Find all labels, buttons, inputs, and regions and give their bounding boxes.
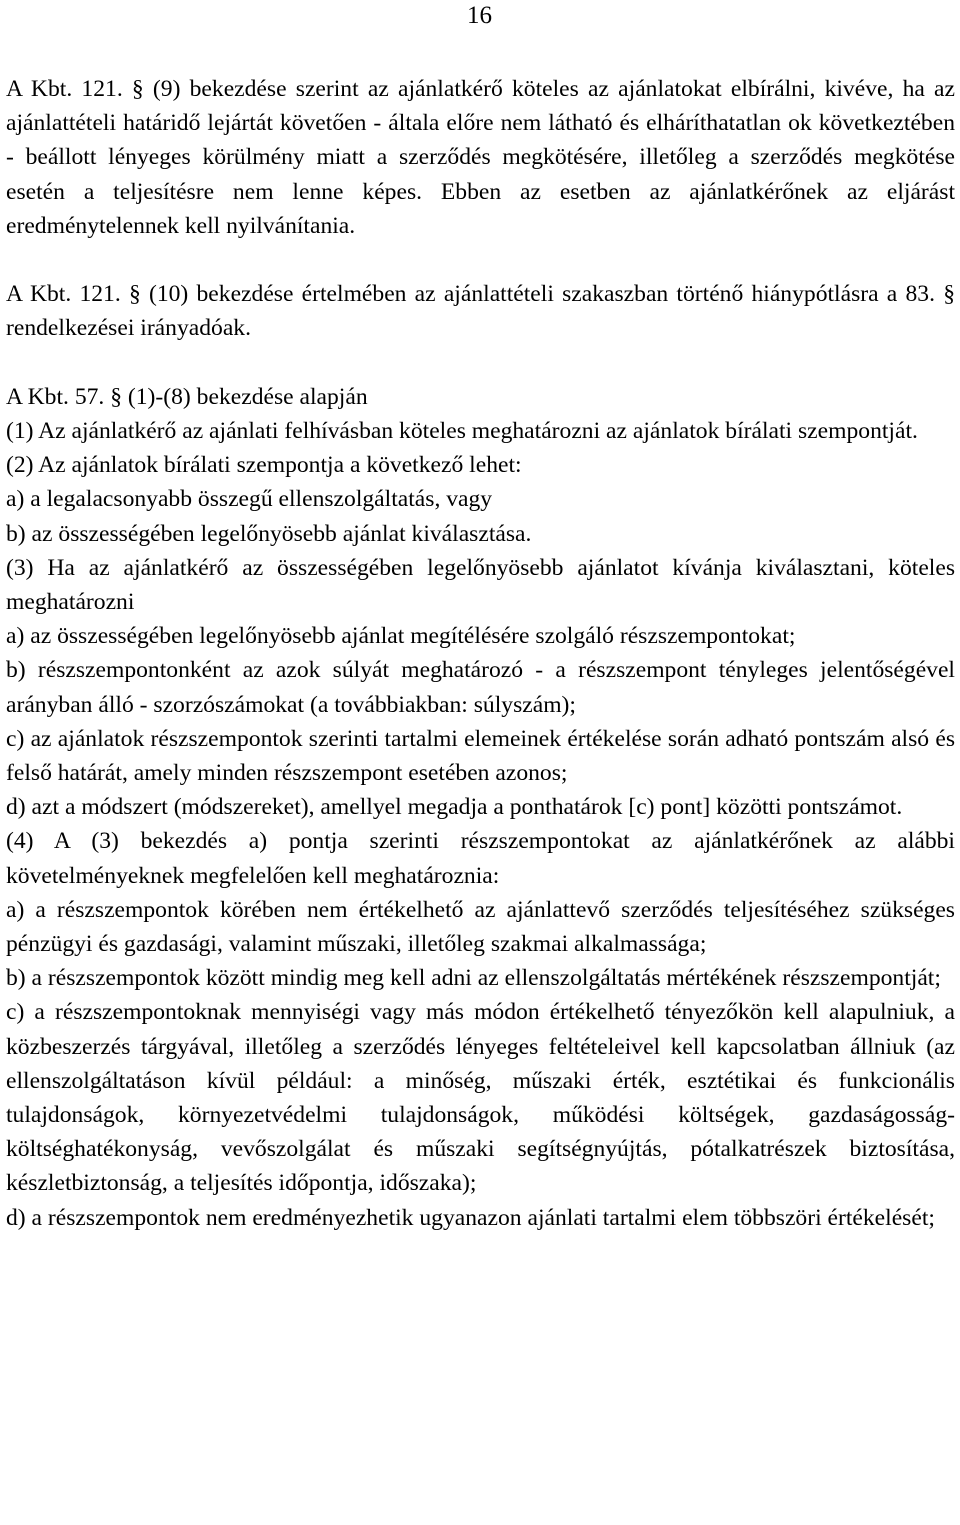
paragraph-57-4: (4) A (3) bekezdés a) pontja szerinti részszempontokat az ajánlatkérőnek az alábbi követelményeknek megfelelően kell meghatároznia: bbox=[6, 828, 955, 889]
paragraph-57-4-c: c) a részszempontoknak mennyiségi vagy más módon értékelhető tényezőkön kell alapulniuk, a közbeszerzés tárgyával, illetőleg a szerződés lényeges feltételeivel kell kapcsolatban állniuk (az ellenszolgáltatáson kívül például: a minőség, műszaki érték, esztétikai és funkcionális tulajdonságok, környezetvédelmi tulajdonságok, működési költségek, gazdaságosság-költséghatékonyság, vevőszolgálat és műszaki segítségnyújtás, pótalkatrészek biztosítása, készletbiztonság, a teljesítés időpontja, időszaka); bbox=[6, 999, 955, 1197]
page-number: 16 bbox=[467, 2, 492, 29]
paragraph-57-4-a: a) a részszempontok körében nem értékelhető az ajánlattevő szerződés teljesítéséhez szükséges pénzügyi és gazdasági, valamint műszaki, illetőleg szakmai alkalmassága; bbox=[6, 896, 955, 958]
paragraph-57-4-b: b) a részszempontok között mindig meg kell adni az ellenszolgáltatás mértékének részszempontját; bbox=[6, 965, 941, 992]
paragraph-57-3-a: a) az összességében legelőnyösebb ajánlat megítélésére szolgáló részszempontokat; bbox=[6, 623, 796, 650]
paragraph-57-3-d: d) azt a módszert (módszereket), amellyel megadja a ponthatárok [c) pont] közötti pontszámot. bbox=[6, 794, 903, 821]
paragraph-57-3: (3) Ha az ajánlatkérő az összességében legelőnyösebb ajánlatot kívánja kiválasztani, köteles meghatározni bbox=[6, 554, 955, 616]
document-body bbox=[6, 72, 955, 1235]
paragraph-57-2: (2) Az ajánlatok bírálati szempontja a következő lehet: bbox=[6, 452, 522, 479]
paragraph-57-4-d: d) a részszempontok nem eredményezhetik ugyanazon ajánlati tartalmi elem többszöri értékelését; bbox=[6, 1204, 935, 1231]
paragraph-kbt-121-9: A Kbt. 121. § (9) bekezdése szerint az ajánlatkérő köteles az ajánlatokat elbírálni, kivéve, ha az ajánlattételi határidő lejártát követően - általa előre nem látható és elháríthatatlan ok következtében - beállott lényeges körülmény miatt a szerződés megkötésére, illetőleg a szerződés megkötése esetén a teljesítésre nem lenne képes. Ebben az esetben az ajánlatkérőnek az eljárást eredménytelennek kell nyilvánítania. bbox=[6, 76, 955, 239]
paragraph-57-2-b: b) az összességében legelőnyösebb ajánlat kiválasztása. bbox=[6, 520, 532, 547]
paragraph-57-3-c: c) az ajánlatok részszempontok szerinti tartalmi elemeinek értékelése során adható pontszám alsó és felső határát, amely minden részszempont esetében azonos; bbox=[6, 725, 955, 787]
paragraph-kbt-57-heading: A Kbt. 57. § (1)-(8) bekezdése alapján bbox=[6, 383, 368, 410]
paragraph-57-1: (1) Az ajánlatkérő az ajánlati felhívásban köteles meghatározni az ajánlatok bírálati szempontját. bbox=[6, 418, 918, 444]
paragraph-kbt-121-10: A Kbt. 121. § (10) bekezdése értelmében az ajánlattételi szakaszban történő hiánypótlásra a 83. § rendelkezései irányadóak. bbox=[6, 281, 955, 342]
paragraph-57-2-a: a) a legalacsonyabb összegű ellenszolgáltatás, vagy bbox=[6, 486, 493, 513]
paragraph-57-3-b: b) részszempontonként az azok súlyát meghatározó - a részszempont tényleges jelentőségével arányban álló - szorzószámokat (a továbbiakban: súlyszám); bbox=[6, 657, 955, 718]
